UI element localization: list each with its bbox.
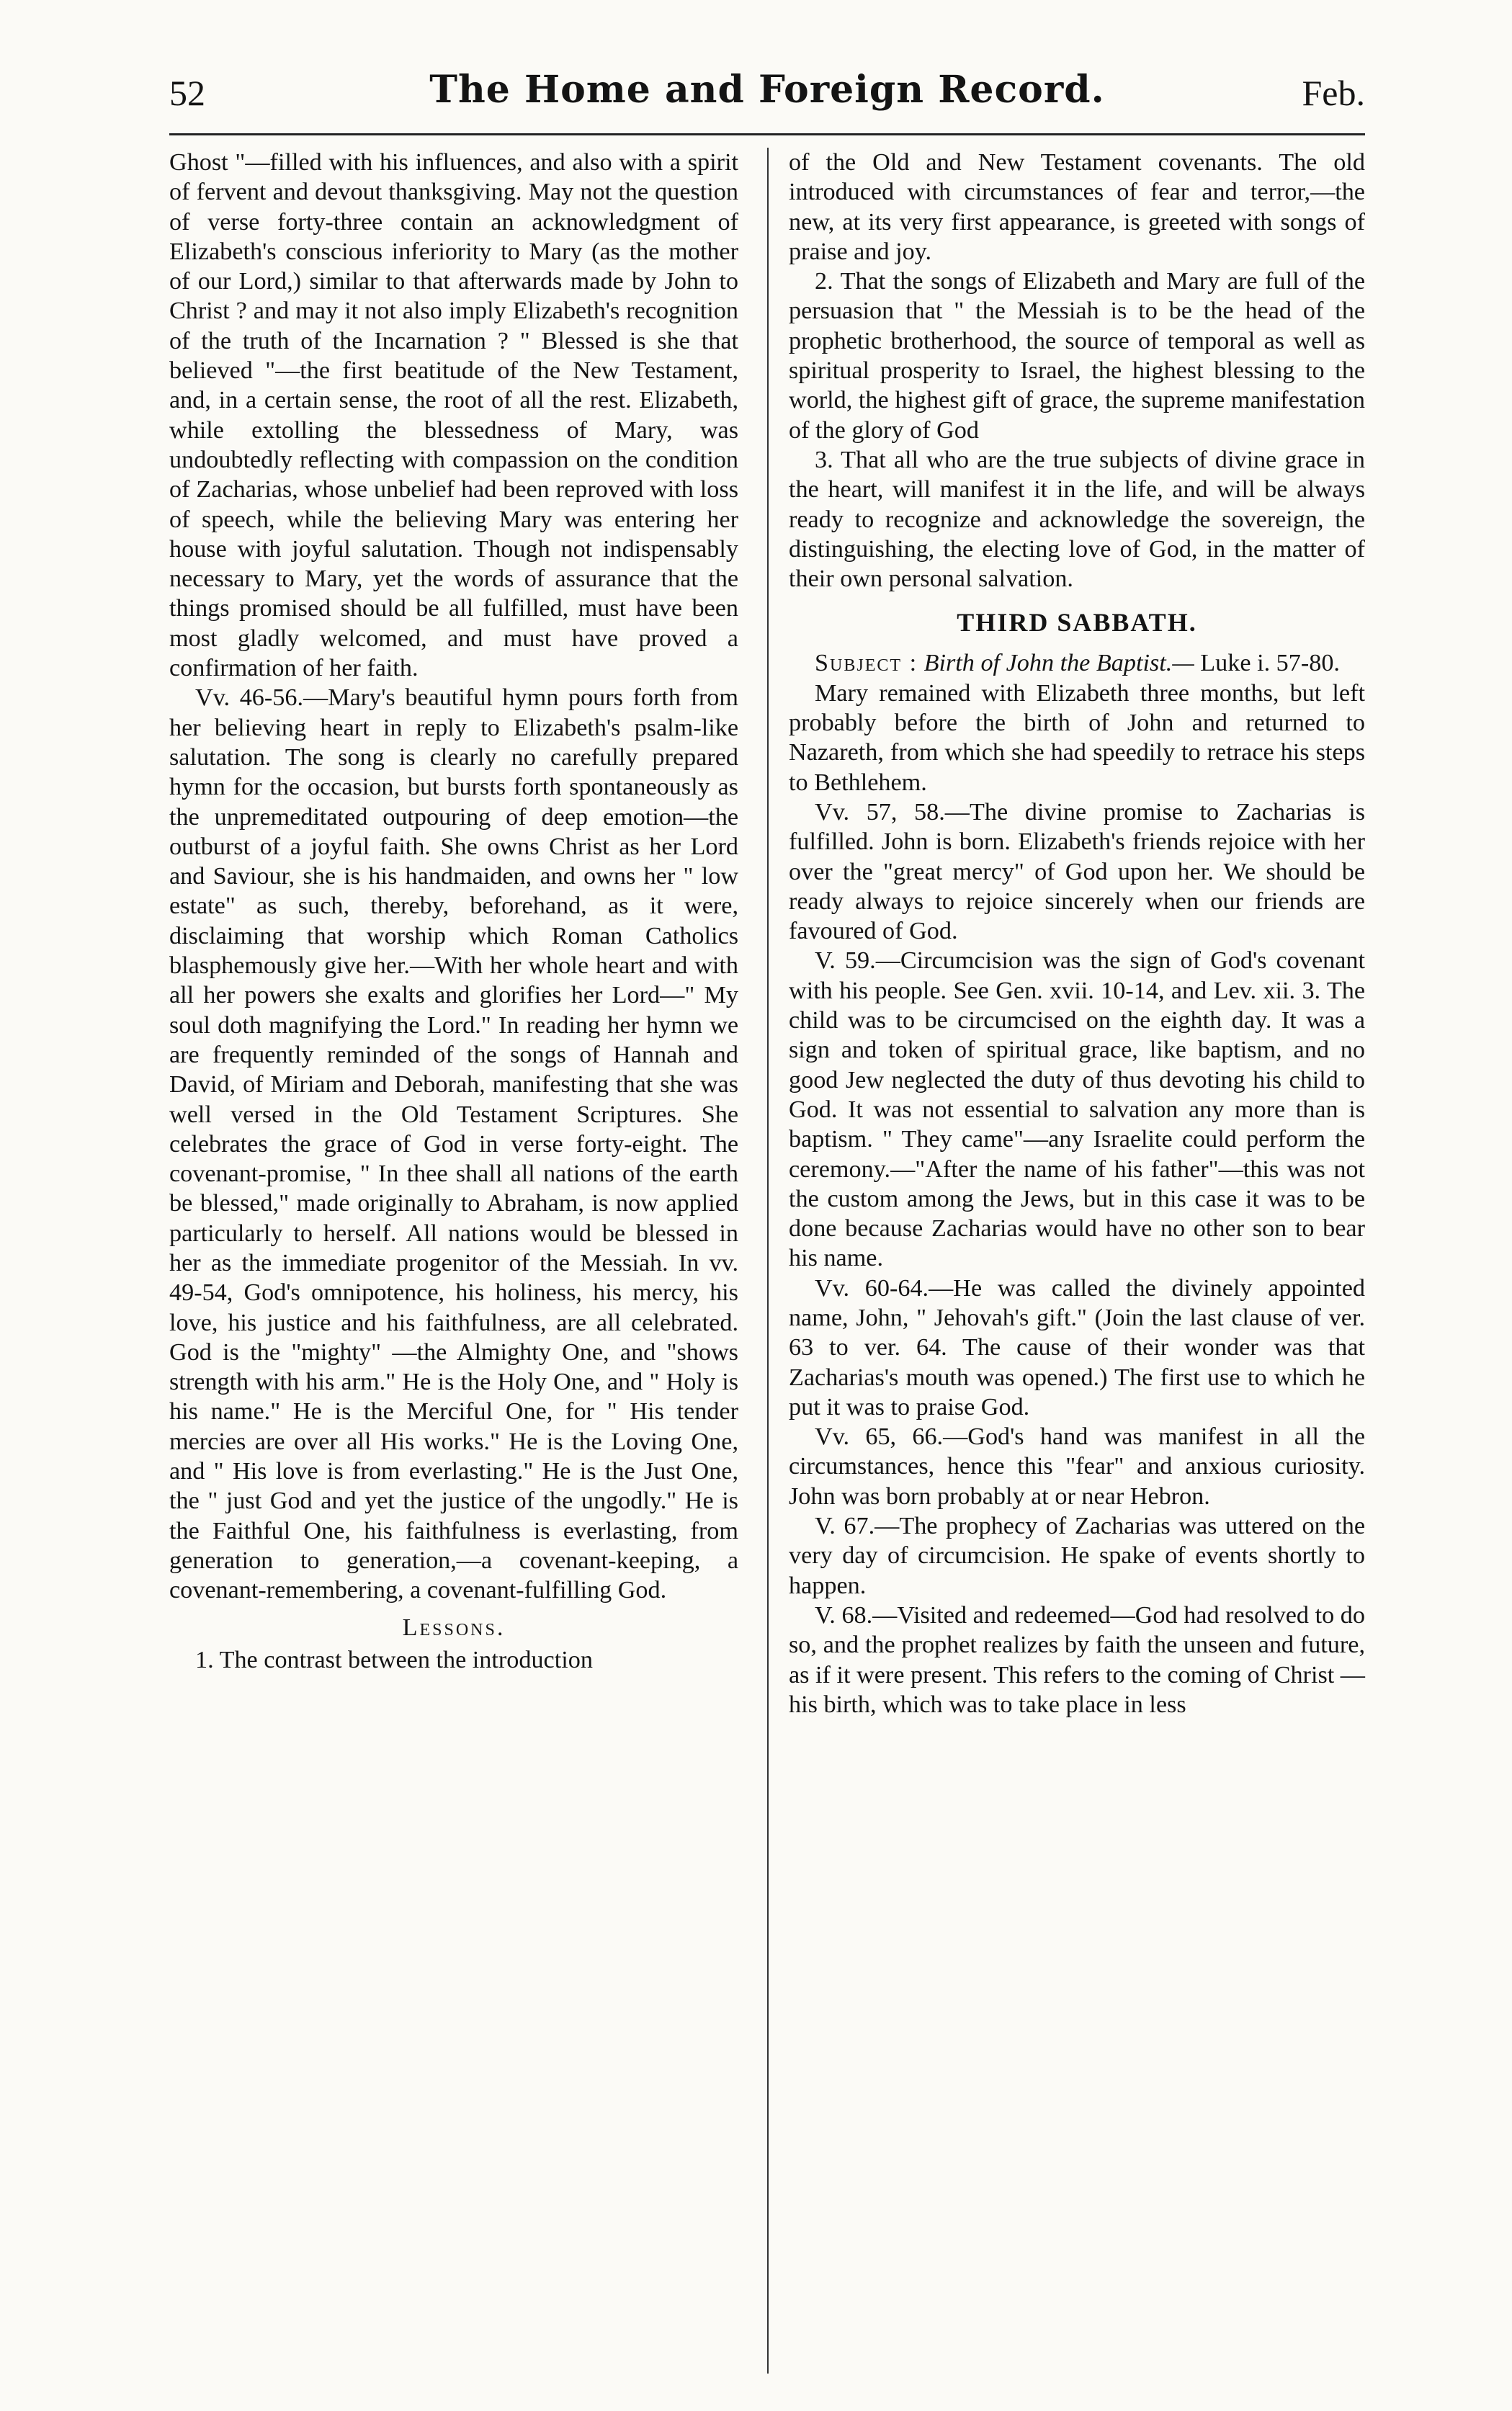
subject-label: Subject : bbox=[815, 650, 918, 677]
lesson-item: 1. The contrast between the introduction bbox=[195, 1646, 593, 1673]
paragraph: of the Old and New Testament covenants. The old introduced with circumstances of fear and terror,—the new, at its very first appearance, is greeted with songs of praise and joy. bbox=[789, 149, 1365, 265]
issue-month: Feb. bbox=[1302, 73, 1365, 113]
paragraph: Mary remained with Elizabeth three months, but left probably before the birth of John and returned to Nazareth, from which she had speedily to retrace his steps to Bethlehem. bbox=[789, 679, 1365, 796]
paragraph: Vv. 60-64.—He was called the divinely appointed name, John, " Jehovah's gift." (Join the last clause of ver. 63 to ver. 64. The cause of their wonder was that Zacharias's mouth was opened.) The first use to which he put it was to praise God. bbox=[789, 1274, 1365, 1421]
left-column bbox=[169, 148, 738, 1675]
paragraph: Vv. 65, 66.—God's hand was manifest in all the circumstances, hence this "fear" and anxious curiosity. John was born probably at or near Hebron. bbox=[789, 1423, 1365, 1510]
subject-reference: Luke i. 57-80. bbox=[1200, 650, 1340, 677]
lessons-heading: Lessons. bbox=[402, 1614, 506, 1641]
journal-title: The Home and Foreign Record. bbox=[429, 68, 1105, 112]
paragraph: Ghost "—filled with his influences, and also with a spirit of fervent and devout thanksgiving. May not the question of verse forty-three contain an acknowledgment of Elizabeth's conscious inferiority to Mary (as the mother of our Lord,) similar to that afterwards made by John to Christ ? and may it not also imply Elizabeth's recognition of the truth of the Incarnation ? " Blessed is she that believed "—the first beatitude of the New Testament, and, in a certain sense, the root of all the rest. Elizabeth, while extolling the blessedness of Mary, was undoubtedly reflecting with compassion on the condition of Zacharias, whose unbelief had been reproved with loss of speech, while the believing Mary was entering her house with joyful salutation. Though not indispensably necessary to Mary, yet the words of assurance that the things promised should be all fulfilled, must have been most gladly welcomed, and must have proved a confirmation of her faith. bbox=[169, 149, 738, 682]
subject-line bbox=[789, 648, 1365, 678]
header-rule bbox=[169, 133, 1365, 135]
lesson-item: 2. That the songs of Elizabeth and Mary are full of the persuasion that " the Messiah is to be the head of the prophetic brotherhood, the source of temporal as well as spiritual prosperity to Israel, the highest blessing to the world, the highest gift of grace, the supreme manifestation of the glory of God bbox=[789, 268, 1365, 444]
right-column bbox=[789, 148, 1365, 1719]
section-heading: THIRD SABBATH. bbox=[957, 608, 1197, 638]
paragraph: V. 59.—Circumcision was the sign of God's covenant with his people. See Gen. xvii. 10-14, and Lev. xii. 3. The child was to be circumcised on the eighth day. It was a sign and token of spiritual grace, like baptism, and no good Jew neglected the duty of thus devoting his child to God. It was not essential to salvation any more than is baptism. " They came"—any Israelite could perform the ceremony.—"After the name of his father"—this was not the custom among the Jews, but in this case it was to be done because Zacharias would have no other son to bear his name. bbox=[789, 947, 1365, 1272]
running-head bbox=[169, 65, 1365, 130]
paragraph: Vv. 46-56.—Mary's beautiful hymn pours forth from her believing heart in reply to Elizabeth's psalm-like salutation. The song is clearly no carefully prepared hymn for the occasion, but bursts forth spontaneously as the unpremeditated outpouring of deep emotion—the outburst of a joyful faith. She owns Christ as her Lord and Saviour, she is his handmaiden, and owns her " low estate" as such, thereby, beforehand, as it were, disclaiming that worship which Roman Catholics blasphemously give her.—With her whole heart and with all her powers she exalts and glorifies her Lord—" My soul doth magnifying the Lord." In reading her hymn we are frequently reminded of the songs of Hannah and David, of Miriam and Deborah, manifesting that she was well versed in the Old Testament Scriptures. She celebrates the grace of God in verse forty-eight. The covenant-promise, " In thee shall all nations of the earth be blessed," made originally to Abraham, is now applied particularly to herself. All nations would be blessed in her as the immediate progenitor of the Messiah. In vv. 49-54, God's omnipotence, his holiness, his mercy, his love, his justice and his faithfulness, are all celebrated. God is the "mighty" —the Almighty One, and "shows strength with his arm." He is the Holy One, and " Holy is his name." He is the Merciful One, for " His tender mercies are over all His works." He is the Loving One, and " His love is from everlasting." He is the Just One, the " just God and yet the justice of the ungodly." He is the Faithful One, his faithfulness is everlasting, from generation to generation,—a covenant-keeping, a covenant-remembering, a covenant-fulfilling God. bbox=[169, 684, 738, 1604]
lesson-item: 3. That all who are the true subjects of divine grace in the heart, will manifest it in the life, and will be always ready to recognize and acknowledge the sovereign, the distinguishing, the electing love of God, in the matter of their own personal salvation. bbox=[789, 446, 1365, 593]
column-divider bbox=[767, 148, 769, 2374]
paragraph: V. 68.—Visited and redeemed—God had resolved to do so, and the prophet realizes by faith the unseen and future, as if it were present. This refers to the coming of Christ —his birth, which was to take place in less bbox=[789, 1601, 1365, 1718]
subject-title: Birth of John the Baptist.— bbox=[923, 650, 1194, 677]
paragraph: Vv. 57, 58.—The divine promise to Zacharias is fulfilled. John is born. Elizabeth's friends rejoice with her over the "great mercy" of God upon her. We should be ready always to rejoice sincerely when our friends are favoured of God. bbox=[789, 798, 1365, 945]
paragraph: V. 67.—The prophecy of Zacharias was uttered on the very day of circumcision. He spake of events shortly to happen. bbox=[789, 1513, 1365, 1599]
page-number: 52 bbox=[169, 73, 205, 113]
